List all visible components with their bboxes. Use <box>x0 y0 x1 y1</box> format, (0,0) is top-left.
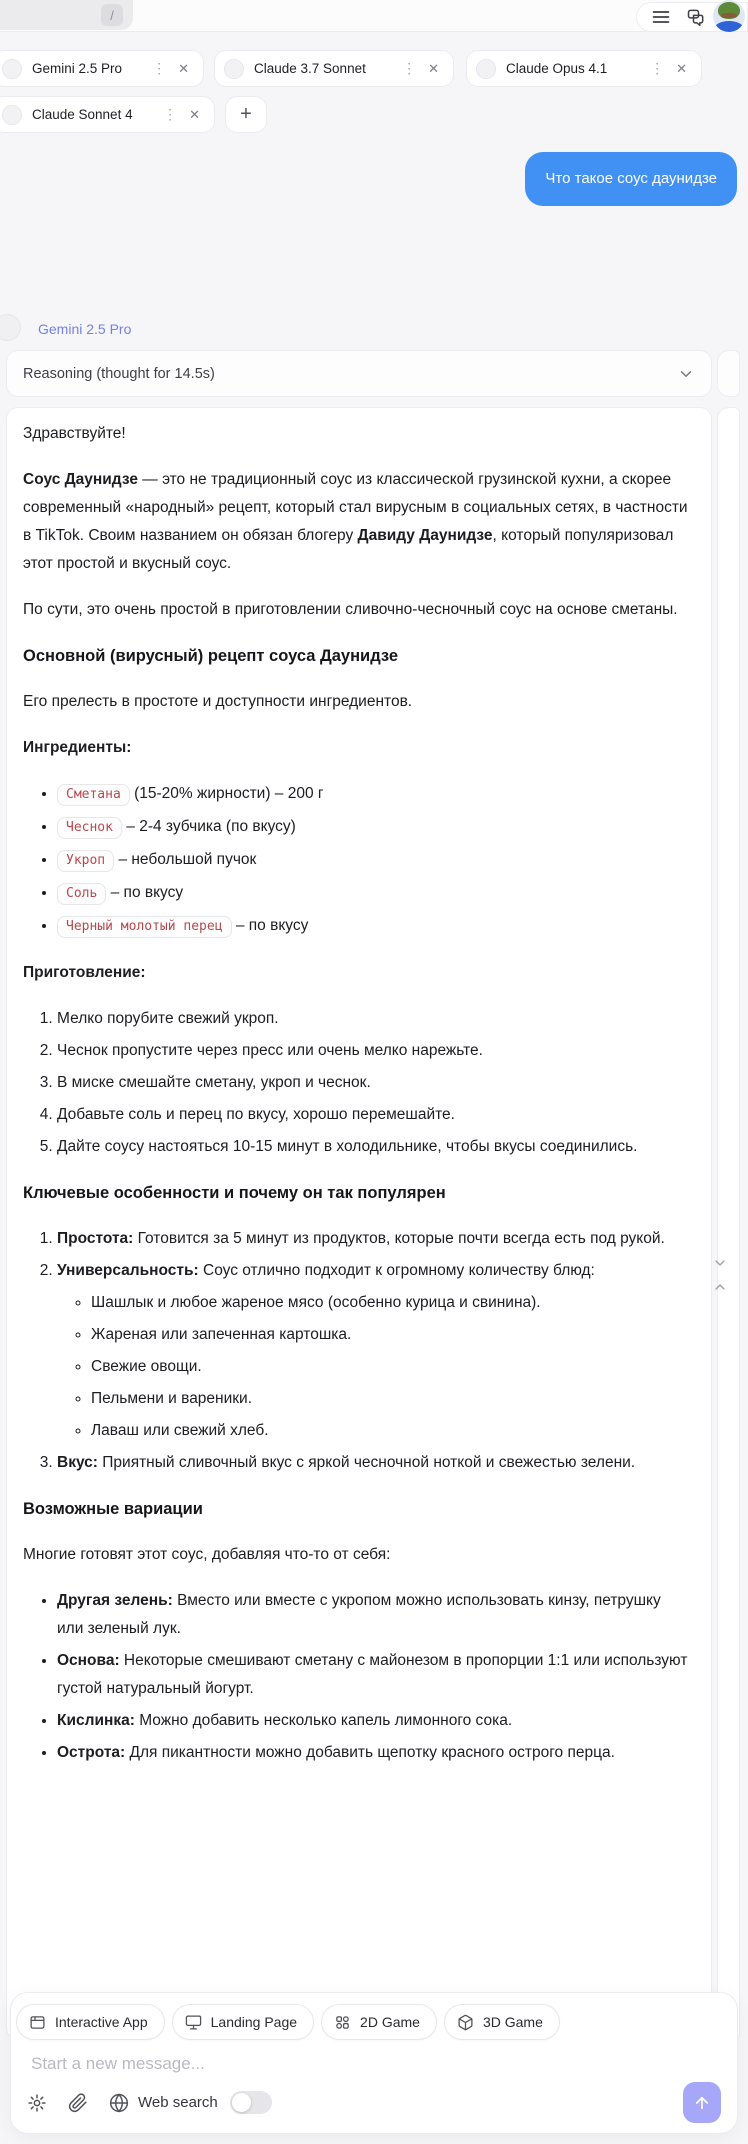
ingredient-tag: Черный молотый перец <box>57 916 232 938</box>
list-item <box>91 1385 689 1413</box>
tab-label: Claude Opus 4.1 <box>506 61 608 76</box>
chevron-up-icon <box>712 1279 728 1295</box>
message-input[interactable] <box>31 2049 719 2079</box>
tab-menu-icon[interactable]: ⋮ <box>650 60 665 76</box>
model-avatar-placeholder <box>224 59 244 79</box>
text: — это не традиционный соус из классической грузинской кухни, а скорее современный «народный» рецепт, который стал вирусным в социальных сетях, в частности в TikTok. Своим названием он обязан блогеру <box>23 471 688 544</box>
menu-icon[interactable] <box>651 7 671 27</box>
next-column-reasoning-sliver <box>717 350 740 397</box>
bold-text: Другая зелень: <box>57 1592 173 1609</box>
nested-list <box>57 1289 689 1445</box>
text: Пельмени и вареники. <box>91 1390 253 1407</box>
text: – по вкусу <box>106 884 184 901</box>
cube-icon <box>457 2014 474 2031</box>
response-content <box>23 420 689 1767</box>
tab-label: Claude Sonnet 4 <box>32 107 133 122</box>
tab-close-icon[interactable]: ✕ <box>189 106 200 122</box>
chevron-down-icon <box>677 365 695 383</box>
response-block <box>23 420 689 448</box>
bold-text: Давиду Даунидзе <box>357 527 493 544</box>
text: (15-20% жирности) – 200 г <box>129 785 324 802</box>
globe-icon <box>109 2093 129 2113</box>
response-block <box>23 596 689 624</box>
response-block <box>23 959 689 987</box>
list-item <box>57 1707 689 1735</box>
text: Можно добавить несколько капель лимонного сока. <box>134 1712 513 1729</box>
scroll-controls <box>708 1252 734 1298</box>
list-item <box>57 1647 689 1703</box>
list-item <box>91 1353 689 1381</box>
text: Приятный сливочный вкус с яркой чесночной ноткой и свежестью зелени. <box>97 1454 636 1471</box>
send-button[interactable] <box>683 2082 721 2123</box>
pill-label: Interactive App <box>55 2014 148 2030</box>
model-avatar-placeholder <box>2 105 22 125</box>
text: Чеснок пропустите через пресс или очень мелко нарежьте. <box>57 1042 483 1059</box>
top-bar <box>0 0 748 32</box>
avatar-frog-mouth <box>721 13 737 18</box>
response-block <box>23 1541 689 1569</box>
scroll-up-button[interactable] <box>708 1276 732 1298</box>
text: Здравствуйте! <box>23 425 126 442</box>
response-heading <box>23 642 689 670</box>
response-heading <box>23 1179 689 1207</box>
tab-claude-3-7-sonnet[interactable] <box>214 50 454 87</box>
list-item <box>57 1005 689 1033</box>
ingredient-tag: Укроп <box>57 850 114 872</box>
text: Мелко порубите свежий укроп. <box>57 1010 279 1027</box>
response-block <box>23 1225 689 1477</box>
settings-gear-icon[interactable] <box>27 2093 47 2113</box>
model-avatar <box>0 314 21 341</box>
tab-close-icon[interactable]: ✕ <box>178 60 189 76</box>
list-item <box>57 879 689 908</box>
text: – 2-4 зубчика (по вкусу) <box>121 818 296 835</box>
text: Вместо или вместе с укропом можно использовать кинзу, петрушку или зеленый лук. <box>57 1592 661 1637</box>
text: Ключевые особенности и почему он так популярен <box>23 1184 446 1202</box>
tab-claude-sonnet-4[interactable] <box>0 96 215 133</box>
toggle-knob <box>232 2093 251 2112</box>
message-composer <box>10 1992 738 2134</box>
bold-text: Вкус: <box>57 1454 98 1471</box>
text: Соус отлично подходит к огромному количеству блюд: <box>198 1262 595 1279</box>
bold-text: Простота: <box>57 1230 134 1247</box>
ingredient-tag: Соль <box>57 883 106 905</box>
next-column-response-sliver <box>717 407 740 2040</box>
list-item <box>57 1739 689 1767</box>
text: Некоторые смешивают сметану с майонезом в пропорции 1:1 или используют густой натуральный йогурт. <box>57 1652 688 1697</box>
attachment-paperclip-icon[interactable] <box>68 2093 88 2113</box>
response-block <box>23 1587 689 1767</box>
text: Его прелесть в простоте и доступности ингредиентов. <box>23 693 413 710</box>
list-item <box>57 780 689 809</box>
list-item <box>91 1321 689 1349</box>
search-input[interactable] <box>0 0 133 30</box>
slash-shortcut-badge: / <box>101 4 123 26</box>
bold-text: Острота: <box>57 1744 126 1761</box>
pill-label: 2D Game <box>360 2014 420 2030</box>
text: Свежие овощи. <box>91 1358 202 1375</box>
landing-page-button[interactable] <box>172 2004 314 2040</box>
text: Жареная или запеченная картошка. <box>91 1326 352 1343</box>
list-item <box>57 846 689 875</box>
interactive-app-button[interactable] <box>16 2004 165 2040</box>
text: – небольшой пучок <box>114 851 257 868</box>
ingredient-tag: Сметана <box>57 784 130 806</box>
bold-text: Кислинка: <box>57 1712 135 1729</box>
browser-window-icon <box>29 2014 46 2031</box>
text: По сути, это очень простой в приготовлении сливочно-чесночный соус на основе сметаны. <box>23 601 678 618</box>
text: Для пикантности можно добавить щепотку красного острого перца. <box>125 1744 615 1761</box>
tab-claude-opus-4-1[interactable] <box>466 50 702 87</box>
list-item <box>57 1037 689 1065</box>
web-search-toggle[interactable] <box>230 2091 272 2114</box>
text: Шашлык и любое жареное мясо (особенно курица и свинина). <box>91 1294 541 1311</box>
scroll-down-button[interactable] <box>708 1252 732 1274</box>
list-item <box>57 813 689 842</box>
response-block <box>23 780 689 941</box>
chevron-down-icon <box>712 1255 728 1271</box>
2d-game-button[interactable] <box>321 2004 437 2040</box>
list-item <box>91 1289 689 1317</box>
list-item <box>57 1101 689 1129</box>
tab-close-icon[interactable]: ✕ <box>676 60 687 76</box>
list-item <box>57 1133 689 1161</box>
tab-menu-icon[interactable]: ⋮ <box>402 60 417 76</box>
monitor-icon <box>185 2014 202 2031</box>
text: Дайте соусу настояться 10-15 минут в холодильнике, чтобы вкусы соединились. <box>57 1138 638 1155</box>
list-item <box>57 1225 689 1253</box>
text: Основной (вирусный) рецепт соуса Даунидзе <box>23 647 399 665</box>
web-search-label: Web search <box>138 2094 218 2111</box>
tab-menu-icon[interactable]: ⋮ <box>163 106 178 122</box>
model-avatar-placeholder <box>2 59 22 79</box>
text: , который популяризовал этот простой и вкусный соус. <box>23 527 674 572</box>
pill-label: Landing Page <box>210 2014 298 2030</box>
list-item <box>91 1417 689 1445</box>
tab-label: Claude 3.7 Sonnet <box>254 61 366 76</box>
ingredient-tag: Чеснок <box>57 817 122 839</box>
text: Добавьте соль и перец по вкусу, хорошо перемешайте. <box>57 1106 455 1123</box>
add-model-button[interactable]: + <box>225 96 267 133</box>
response-heading <box>23 1495 689 1523</box>
text: – по вкусу <box>231 917 309 934</box>
composer-toolbar <box>27 2082 721 2123</box>
model-name-label: Gemini 2.5 Pro <box>38 321 132 337</box>
text: Готовится за 5 минут из продуктов, которые почти всегда есть под рукой. <box>133 1230 665 1247</box>
tab-gemini-2-5-pro[interactable] <box>0 50 204 87</box>
user-avatar[interactable] <box>713 0 745 32</box>
reasoning-accordion[interactable] <box>6 350 712 397</box>
bold-text: Ингредиенты: <box>23 739 132 756</box>
text: Возможные вариации <box>23 1500 203 1518</box>
assistant-response-card <box>6 407 712 2040</box>
pill-label: 3D Game <box>482 2014 543 2030</box>
model-avatar-placeholder <box>476 59 496 79</box>
quick-action-pills <box>16 2004 560 2040</box>
user-message-bubble: Что такое соус даунидзе <box>525 152 737 206</box>
avatar-frog-body <box>714 21 744 32</box>
response-block <box>23 688 689 716</box>
response-block <box>23 466 689 578</box>
bold-text: Универсальность: <box>57 1262 199 1279</box>
list-item <box>57 1587 689 1643</box>
text: В миске смешайте сметану, укроп и чеснок. <box>57 1074 371 1091</box>
text: Многие готовят этот соус, добавляя что-то от себя: <box>23 1546 391 1563</box>
arrow-up-icon <box>693 2094 711 2112</box>
3d-game-button[interactable] <box>444 2004 560 2040</box>
grid-icon <box>334 2014 351 2031</box>
list-item <box>57 1257 689 1445</box>
list-item <box>57 912 689 941</box>
tab-close-icon[interactable]: ✕ <box>428 60 439 76</box>
response-block <box>23 734 689 762</box>
response-block <box>23 1005 689 1161</box>
bold-text: Основа: <box>57 1652 120 1669</box>
list-item <box>57 1069 689 1097</box>
tab-label: Gemini 2.5 Pro <box>32 61 123 76</box>
chats-icon[interactable] <box>686 7 706 27</box>
reasoning-label: Reasoning (thought for 14.5s) <box>23 365 215 382</box>
list-item <box>57 1449 689 1477</box>
bold-text: Соус Даунидзе <box>23 471 138 488</box>
text: Лаваш или свежий хлеб. <box>91 1422 269 1439</box>
bold-text: Приготовление: <box>23 964 146 981</box>
tab-menu-icon[interactable]: ⋮ <box>152 60 167 76</box>
